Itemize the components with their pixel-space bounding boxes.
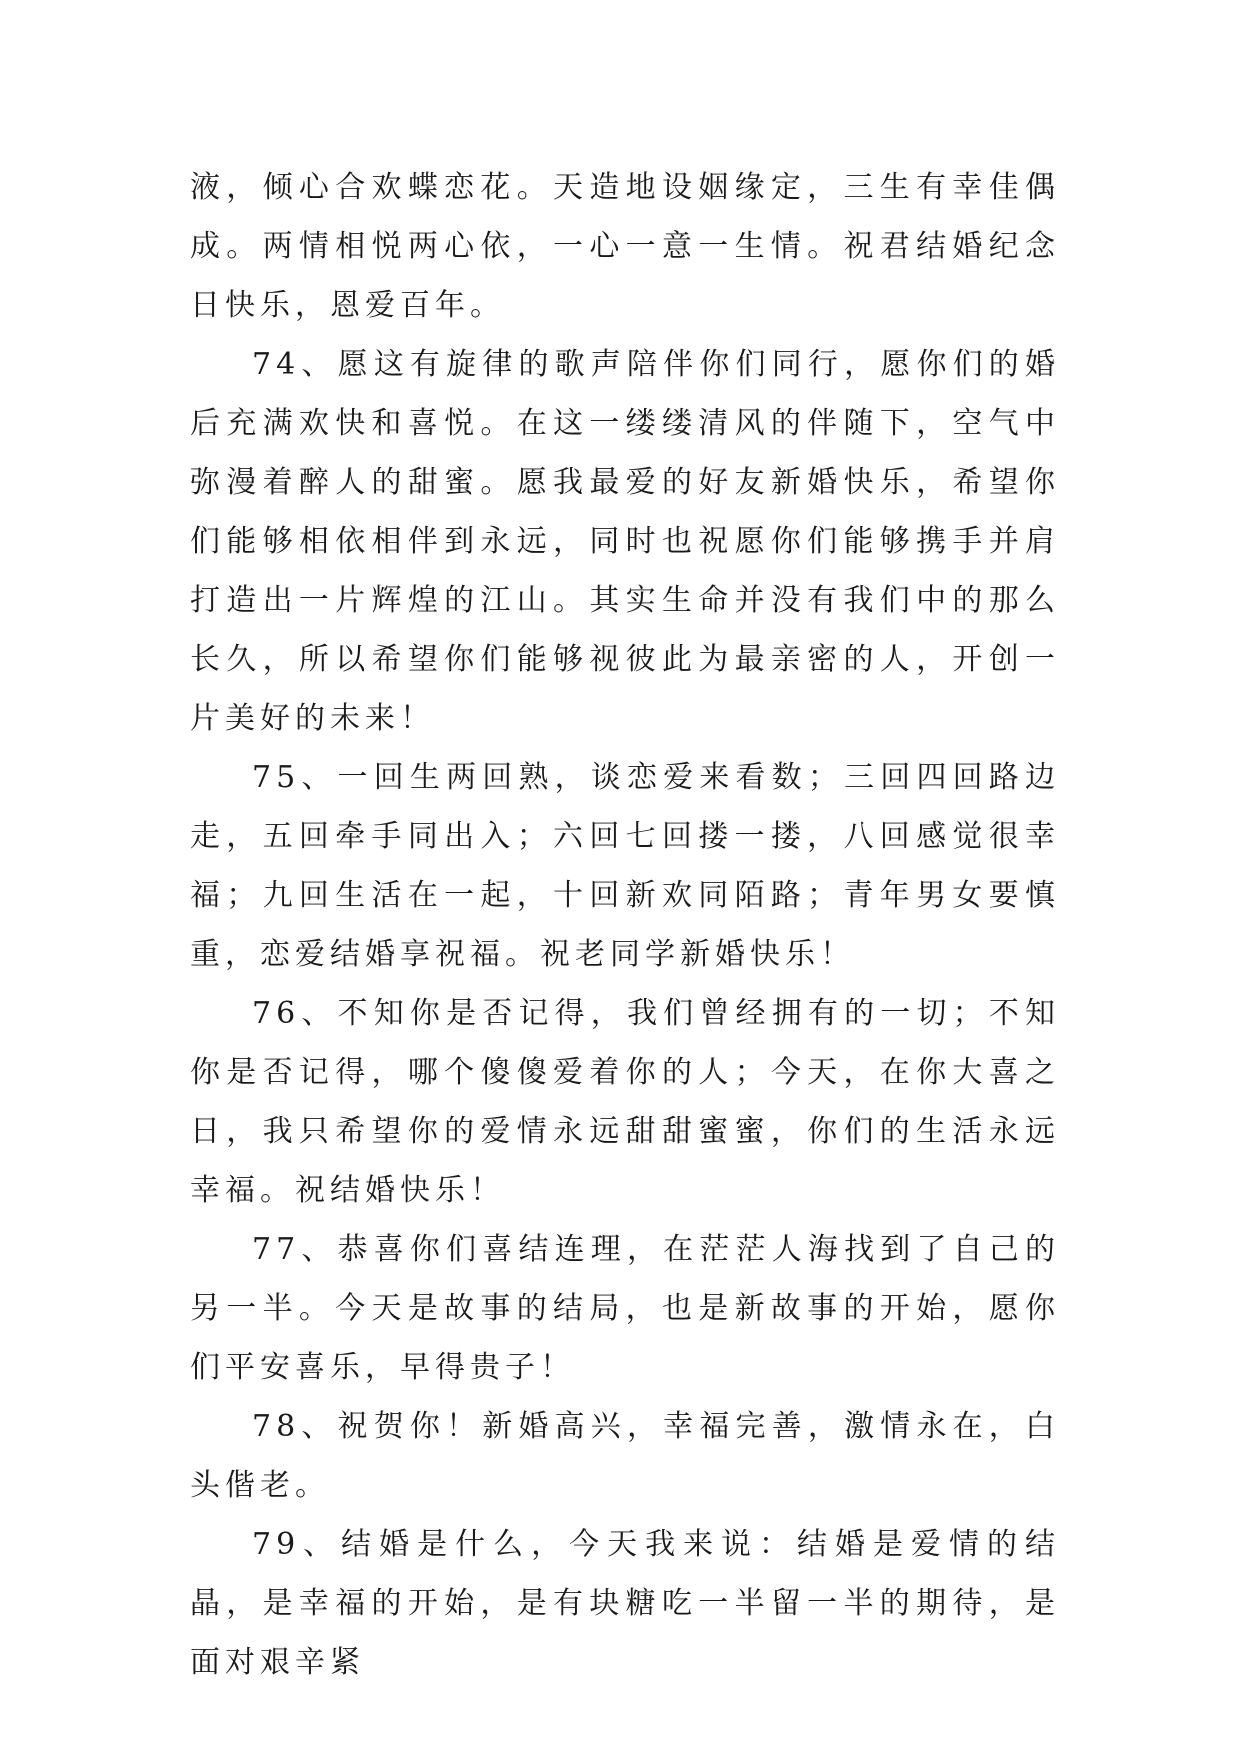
paragraph-continued: 液，倾心合欢蝶恋花。天造地设姻缘定，三生有幸佳偶成。两情相悦两心依，一心一意一生情。祝君结婚纪念日快乐，恩爱百年。 bbox=[190, 170, 1060, 323]
paragraph-76: 76、不知你是否记得，我们曾经拥有的一切；不知你是否记得，哪个傻傻爱着你的人；今天，在你大喜之日，我只希望你的爱情永远甜甜蜜蜜，你们的生活永远幸福。祝结婚快乐！ bbox=[190, 996, 1060, 1208]
paragraph-79: 79、结婚是什么，今天我来说：结婚是爱情的结晶，是幸福的开始，是有块糖吃一半留一半的期待，是面对艰辛紧 bbox=[190, 1527, 1060, 1680]
paragraph-78: 78、祝贺你！新婚高兴，幸福完善，激情永在，白头偕老。 bbox=[190, 1409, 1060, 1503]
document-body bbox=[190, 158, 1060, 1692]
paragraph-75: 75、一回生两回熟，谈恋爱来看数；三回四回路边走，五回牵手同出入；六回七回搂一搂，八回感觉很幸福；九回生活在一起，十回新欢同陌路；青年男女要慎重，恋爱结婚享祝福。祝老同学新婚快乐！ bbox=[190, 760, 1060, 972]
paragraph-74: 74、愿这有旋律的歌声陪伴你们同行，愿你们的婚后充满欢快和喜悦。在这一缕缕清风的伴随下，空气中弥漫着醉人的甜蜜。愿我最爱的好友新婚快乐，希望你们能够相依相伴到永远，同时也祝愿你们能够携手并肩打造出一片辉煌的江山。其实生命并没有我们中的那么长久，所以希望你们能够视彼此为最亲密的人，开创一片美好的未来！ bbox=[190, 347, 1060, 736]
paragraph-77: 77、恭喜你们喜结连理，在茫茫人海找到了自己的另一半。今天是故事的结局，也是新故事的开始，愿你们平安喜乐，早得贵子！ bbox=[190, 1232, 1060, 1385]
